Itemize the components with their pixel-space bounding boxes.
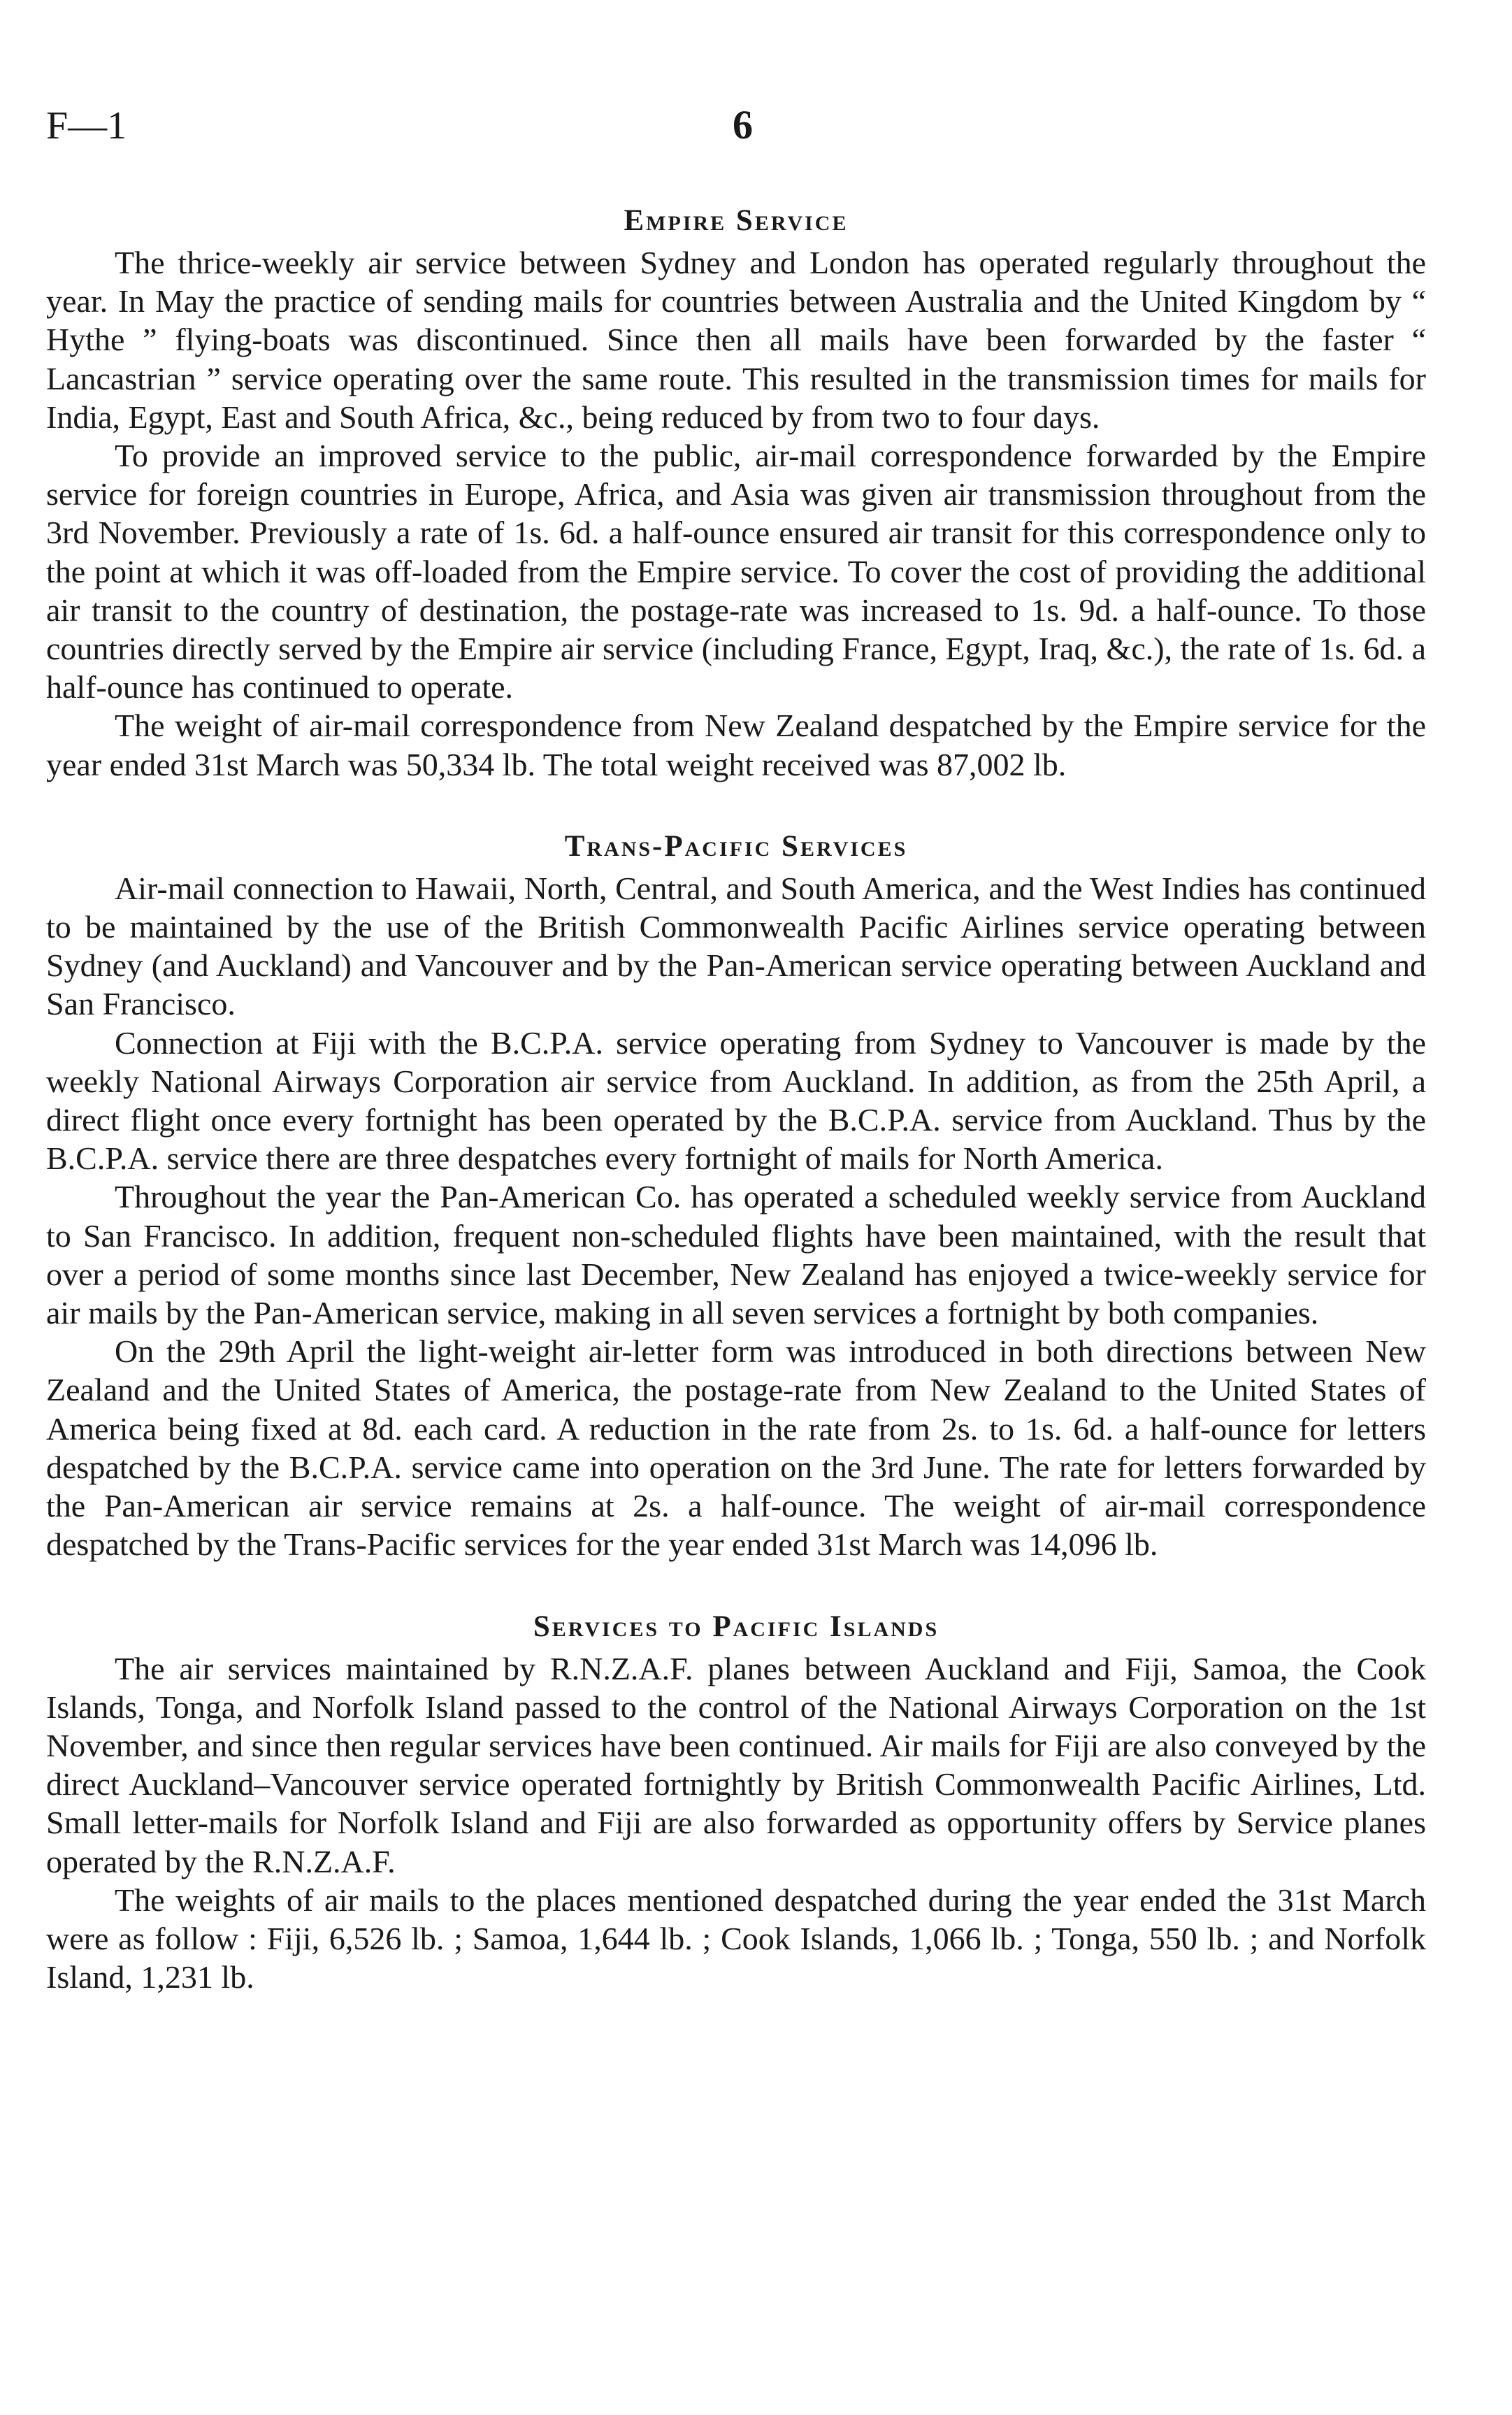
section-heading: Services to Pacific Islands [533,1610,939,1643]
paragraph: The thrice-weekly air service between Sydney and London has operated regularly throughout the year. In May the practice of sending mails for countries between Australia and the United Kingdom by “ Hythe ” flying-boats was discontinued. Since then all mails have been forwarded by the faster “ Lancastrian ” service operating over the same route. This resulted in the transmission times for mails for India, Egypt, East and South Africa, &c., being reduced by from two to four days. [46,245,1426,435]
paragraph: The air services maintained by R.N.Z.A.F. planes between Auckland and Fiji, Samoa, the Cook Islands, Tonga, and Norfolk Island passed to the control of the National Airways Corporation on the 1st November, and since then regular services have been continued. Air mails for Fiji are also conveyed by the direct Auckland–Vancouver service operated fortnightly by British Commonwealth Pacific Airlines, Ltd. Small letter-mails for Norfolk Island and Fiji are also forwarded as opportunity offers by Service planes operated by the R.N.Z.A.F. [46,1650,1426,1879]
paragraph: Connection at Fiji with the B.C.P.A. service operating from Sydney to Vancouver is made by the weekly National Airways Corporation air service from Auckland. In addition, as from the 25th April, a direct flight once every fortnight has been operated by the B.C.P.A. service from Auckland. Thus by the B.C.P.A. service there are three despatches every fortnight of mails for North America. [46,1024,1426,1177]
section-heading: Empire Service [624,204,849,237]
paragraph: Air-mail connection to Hawaii, North, Central, and South America, and the West Indies has continued to be maintained by the use of the British Commonwealth Pacific Airlines service operating between Sydney (and Auckland) and Vancouver and by the Pan-American service operating between Auckland and San Francisco. [46,870,1426,1022]
page-number: 6 [733,102,753,148]
paragraph: The weight of air-mail correspondence from New Zealand despatched by the Empire service for the year ended 31st March was 50,334 lb. The total weight received was 87,002 lb. [46,708,1426,782]
document-body [46,201,1426,1996]
section-pacific-islands [46,1607,1426,1997]
section-heading: Trans-Pacific Services [564,829,908,863]
section-trans-pacific-services [46,827,1426,1564]
paragraph: Throughout the year the Pan-American Co. has operated a scheduled weekly service from Auckland to San Francisco. In addition, frequent non-scheduled flights have been maintained, with the result that over a period of some months since last December, New Zealand has enjoyed a twice-weekly service for air mails by the Pan-American service, making in all seven services a fortnight by both companies. [46,1179,1426,1331]
paragraph: On the 29th April the light-weight air-letter form was introduced in both directions between New Zealand and the United States of America, the postage-rate from New Zealand to the United States of America being fixed at 8d. each card. A reduction in the rate from 2s. to 1s. 6d. a half-ounce for letters despatched by the B.C.P.A. service came into operation on the 3rd June. The rate for letters forwarded by the Pan-American air service remains at 2s. a half-ounce. The weight of air-mail correspondence despatched by the Trans-Pacific services for the year ended 31st March was 14,096 lb. [46,1333,1426,1563]
document-reference: F—1 [46,104,127,148]
section-empire-service [46,201,1426,784]
paragraph: To provide an improved service to the public, air-mail correspondence forwarded by the Empire service for foreign countries in Europe, Africa, and Asia was given air transmission throughout from the 3rd November. Previously a rate of 1s. 6d. a half-ounce ensured air transit for this correspondence only to the point at which it was off-loaded from the Empire service. To cover the cost of providing the additional air transit to the country of destination, the postage-rate was increased to 1s. 9d. a half-ounce. To those countries directly served by the Empire air service (including France, Egypt, Iraq, &c.), the rate of 1s. 6d. a half-ounce has continued to operate. [46,438,1426,705]
paragraph: The weights of air mails to the places mentioned despatched during the year ended the 31st March were as follow : Fiji, 6,526 lb. ; Samoa, 1,644 lb. ; Cook Islands, 1,066 lb. ; Tonga, 550 lb. ; and Norfolk Island, 1,231 lb. [46,1882,1426,1995]
